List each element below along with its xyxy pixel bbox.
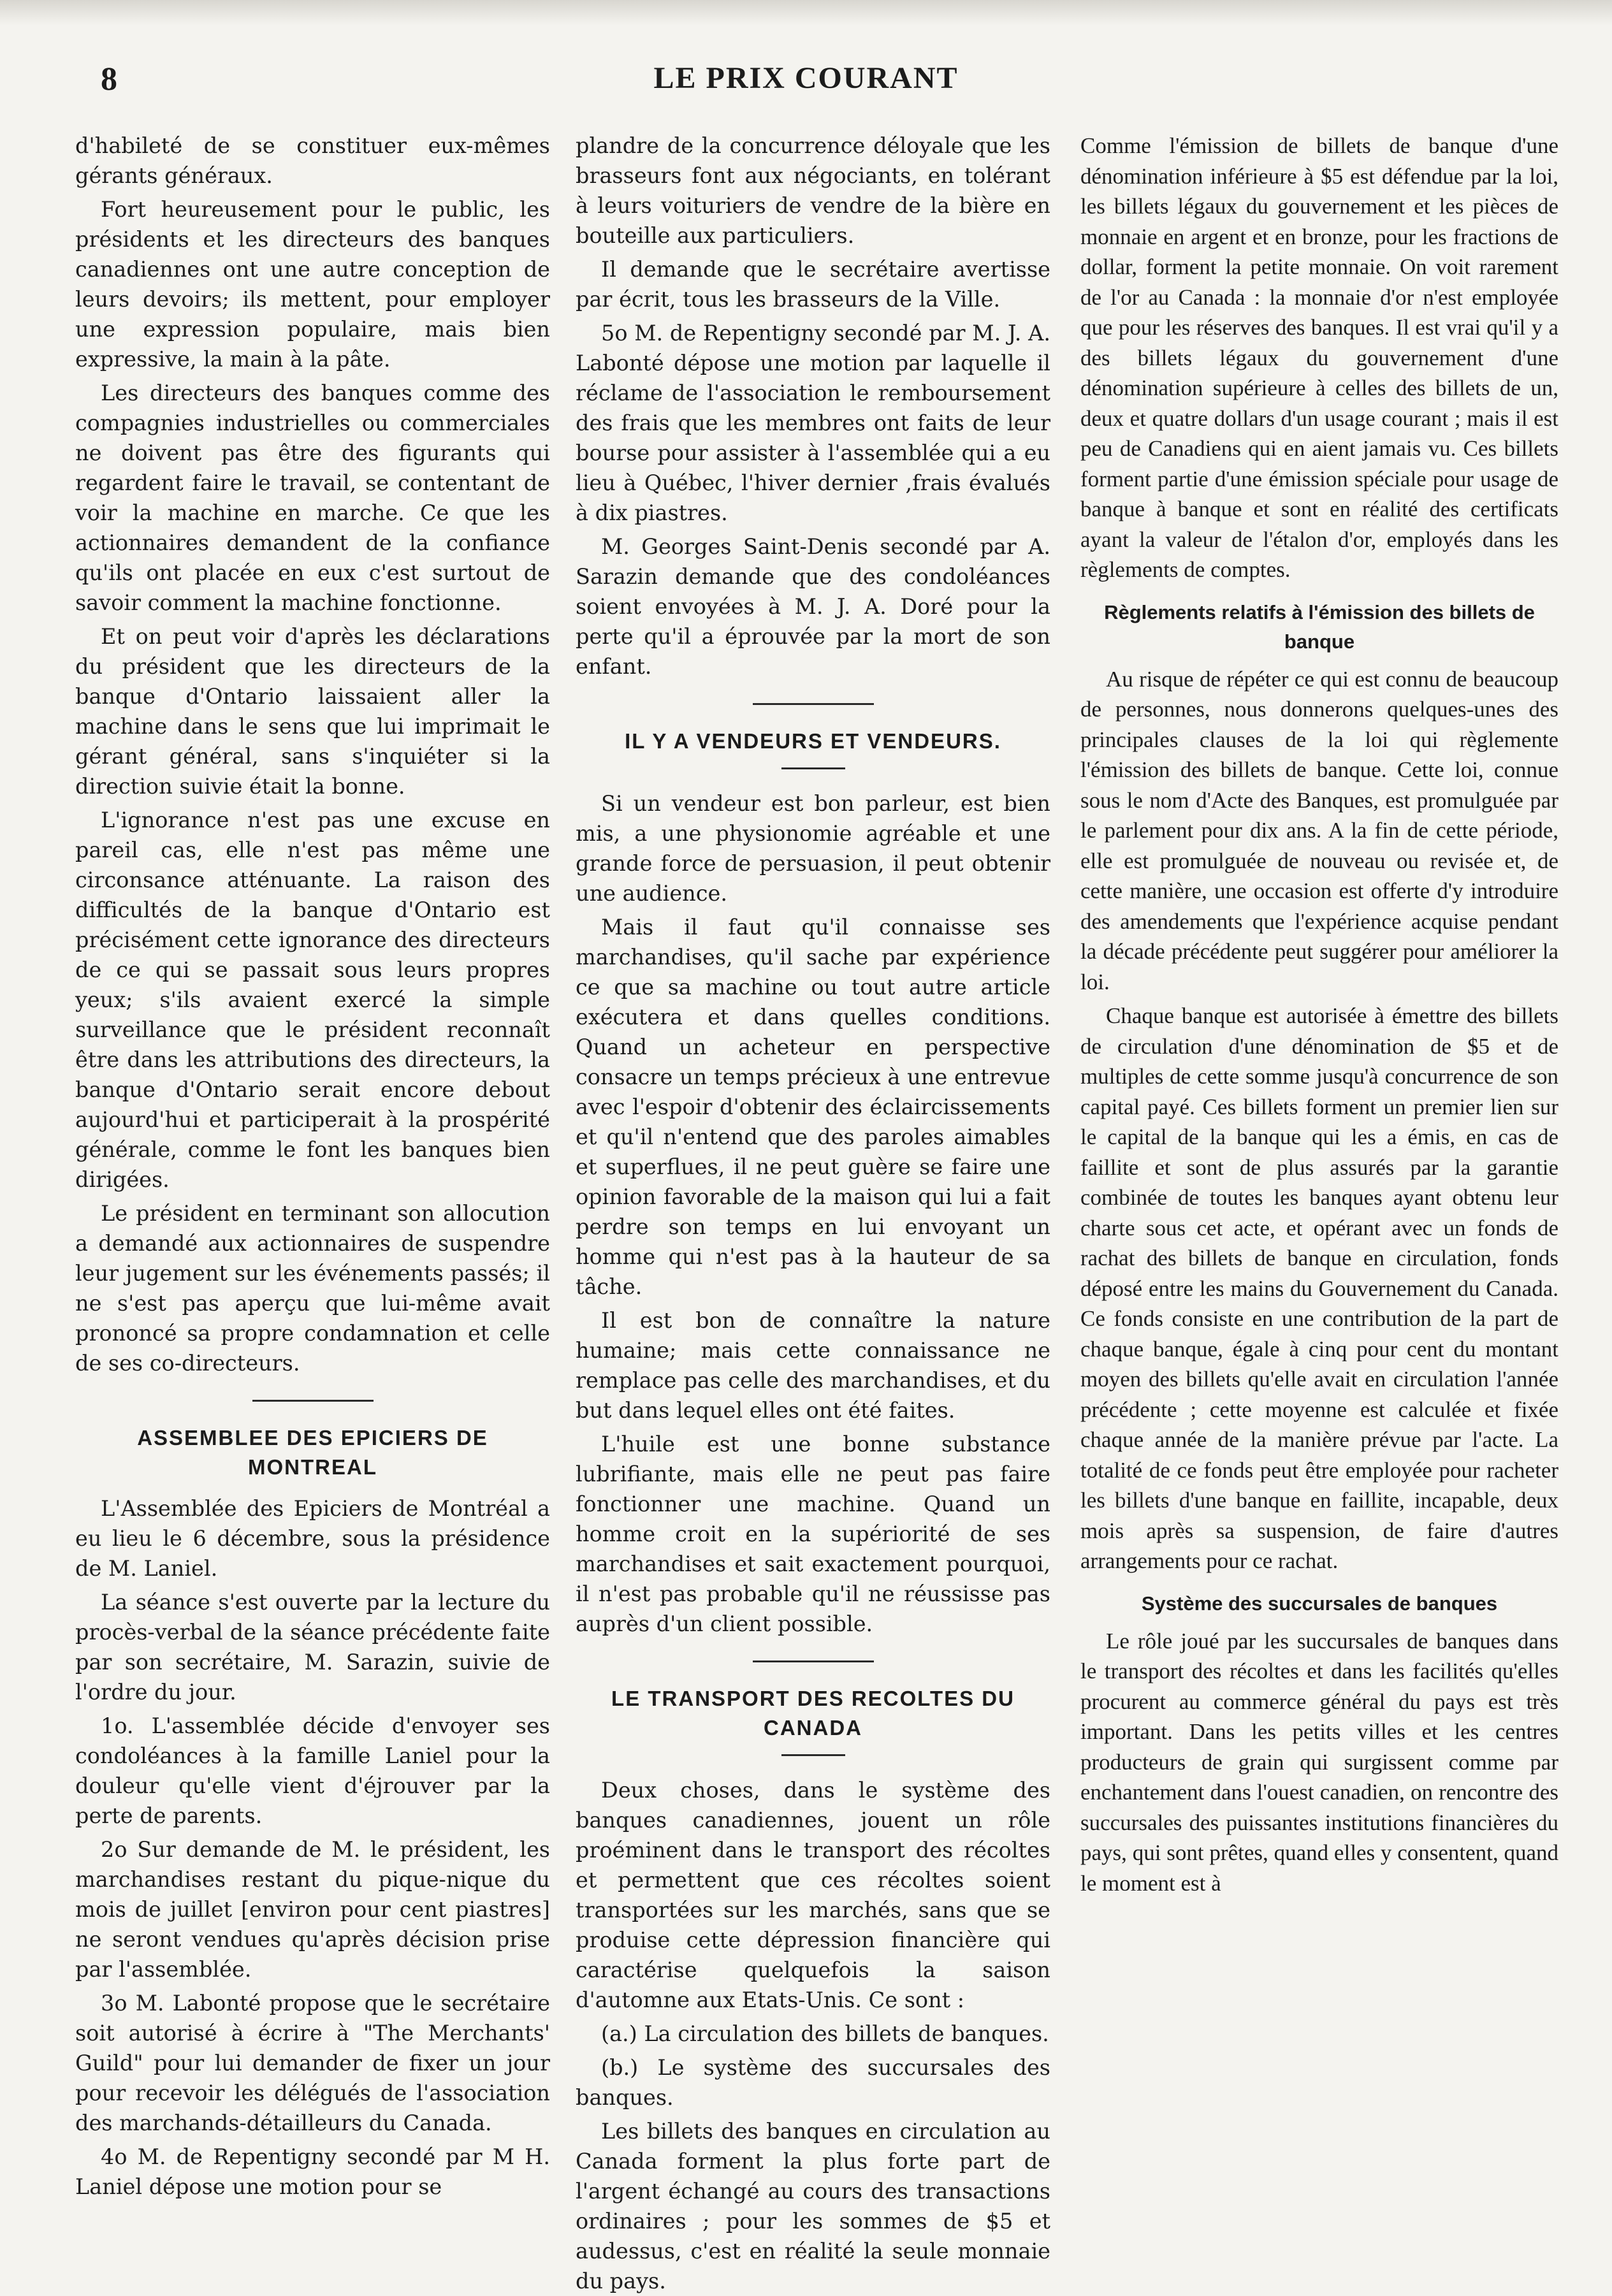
- section-title: ASSEMBLEE DES EPICIERS DE MONTREAL: [137, 1426, 488, 1479]
- paragraph: La séance s'est ouverte par la lecture du procès-verbal de la séance précédente faite par son secrétaire, M. Sarazin, suivie de l'ordre du jour.: [75, 1590, 550, 1704]
- paragraph: L'huile est une bonne substance lubrifiante, mais elle ne peut pas faire fonctionner une machine. Quand un homme croit en la supériorité de ses marchandises et sait exactement pourquoi, il n'est pas probable qu'il ne réussisse pas auprès d'un client possible.: [576, 1432, 1050, 1636]
- column-3: [1080, 131, 1558, 2247]
- paragraph: Deux choses, dans le système des banques canadiennes, jouent un rôle proéminent dans le transport des récoltes et permettent que ces récoltes soient transportées sur les marchés, sans que se produise cette dépression financière qui caractérise quelquefois la saison d'automne aux Etats-Unis. Ce sont :: [576, 1778, 1050, 2012]
- section-divider: [753, 703, 874, 705]
- paragraph: L'Assemblée des Epiciers de Montréal a eu lieu le 6 décembre, sous la présidence de M. Laniel.: [75, 1496, 550, 1581]
- paragraph: 2o Sur demande de M. le président, les marchandises restant du pique-nique du mois de juillet [environ pour cent piastres] ne seront vendues qu'après décision prise par l'assemblée.: [75, 1837, 550, 1982]
- paragraph: Le président en terminant son allocution a demandé aux actionnaires de suspendre leur jugement sur les événements passés; il ne s'est pas aperçu que lui-même avait prononcé sa propre condamnation et celle de ses co-directeurs.: [75, 1201, 550, 1376]
- paragraph: Chaque banque est autorisée à émettre des billets de circulation d'une dénomination de $5 et de multiples de cette somme jusqu'à concurrence de son capital payé. Ces billets forment un premier lien sur le capital de la banque qui les a émis, en cas de faillite et sont de plus assurés par la garantie combinée de toutes les banques ayant obtenu leur charte sous cet acte, et opérant avec un fonds de rachat des billets de banque en circulation, fonds déposé entre les mains du Gouvernement du Canada. Ce fonds consiste en une contribution de la part de chaque banque, égale à cinq pour cent du montant moyen des billets qu'elle avait en circulation l'année précédente ; cette moyenne est calculée et fixée chaque année de la manière prévue par l'acte. La totalité de ce fonds peut être employée pour racheter les billets d'une banque en faillite, incapable, deux mois après sa suspension, de faire d'autres arrangements pour ce rachat.: [1080, 1003, 1558, 1573]
- paragraph: Comme l'émission de billets de banque d'une dénomination inférieure à $5 est défendue par la loi, les billets légaux du gouvernement et les pièces de monnaie en argent et en bronze, pour les fractions de dollar, forment la petite monnaie. On voit rarement de l'or au Canada : la monnaie d'or n'est employée que pour les réserves des banques. Il est vrai qu'il y a des billets légaux du gouvernement d'une dénomination supérieure à celles des billets de un, deux et quatre dollars d'un usage courant ; mais il est peu de Canadiens qui en aient jamais vu. Ces billets forment partie d'une émission spéciale pour usage de banque à banque et sont en réalité des certificats ayant la valeur de l'étalon d'or, employés dans les règlements de comptes.: [1080, 133, 1558, 582]
- paragraph: Si un vendeur est bon parleur, est bien mis, a une physionomie agréable et une grande force de persuasion, il peut obtenir une audience.: [576, 791, 1050, 906]
- section-title: Système des succursales de banques: [1141, 1592, 1498, 1615]
- publication-title: LE PRIX COURANT: [653, 61, 959, 95]
- title-underline: [781, 1754, 845, 1756]
- section-title: IL Y A VENDEURS ET VENDEURS.: [625, 729, 1001, 753]
- page-number: 8: [101, 61, 117, 98]
- paragraph: Au risque de répéter ce qui est connu de beaucoup de personnes, nous donnerons quelques-unes des principales clauses de la loi qui règlemente l'émission des billets de banque. Cette loi, connue sous le nom d'Acte des Banques, est promulguée par le parlement pour dix ans. A la fin de cette période, elle est promulguée de nouveau ou revisée et, de cette manière, une occasion est offerte d'y introduire des amendements que l'expérience acquise pendant la décade précédente peut suggérer pour améliorer la loi.: [1080, 666, 1558, 994]
- paragraph: Il est bon de connaître la nature humaine; mais cette connaissance ne remplace pas celle des marchandises, et du but dans lequel elles ont été faites.: [576, 1308, 1050, 1423]
- paragraph: plandre de la concurrence déloyale que les brasseurs font aux négociants, en tolérant à leurs voituriers de vendre de la bière en bouteille aux particuliers.: [576, 133, 1050, 248]
- paragraph: (b.) Le système des succursales des banques.: [576, 2055, 1050, 2110]
- scan-edge: [0, 0, 1612, 25]
- section-divider: [252, 1400, 374, 1402]
- section-title: Règlements relatifs à l'émission des billets de banque: [1104, 600, 1535, 653]
- paragraph: Fort heureusement pour le public, les présidents et les directeurs des banques canadiennes ont une autre conception de leurs devoirs; ils mettent, pour employer une expression populaire, mais bien expressive, la main à la pâte.: [75, 197, 550, 372]
- paragraph: Il demande que le secrétaire avertisse par écrit, tous les brasseurs de la Ville.: [576, 257, 1050, 312]
- paragraph: 4o M. de Repentigny secondé par M H. Laniel dépose une motion pour se: [75, 2144, 550, 2199]
- title-underline: [781, 767, 845, 769]
- paragraph: 1o. L'assemblée décide d'envoyer ses condoléances à la famille Laniel pour la douleur qu'elle vient d'éjrouver par la perte de parents.: [75, 1713, 550, 1828]
- paragraph: Mais il faut qu'il connaisse ses marchandises, qu'il sache par expérience ce que sa machine ou tout autre article exécutera et dans quelles conditions. Quand un acheteur en perspective consacre un temps précieux à une entrevue avec l'espoir d'obtenir des éclaircissements et qu'il n'entend que des paroles aimables et superflues, il ne peut guère se faire une opinion favorable de la maison qui lui a fait perdre son temps en lui envoyant un homme qui n'est pas à la hauteur de sa tâche.: [576, 915, 1050, 1299]
- column-2: [576, 131, 1050, 2293]
- column-1: [75, 131, 550, 2247]
- paragraph: Le rôle joué par les succursales de banques dans le transport des récoltes et dans les facilités qu'elles procurent au commerce général du pays est très important. Dans les petits villes et les centres producteurs de grain qui surgissent comme par enchantement dans l'ouest canadien, on rencontre des succursales des puissantes institutions financières du pays, qui sont prêtes, quand elles y consentent, quand le moment est à: [1080, 1628, 1558, 1896]
- paragraph: d'habileté de se constituer eux-mêmes gérants généraux.: [75, 133, 550, 188]
- paragraph: (a.) La circulation des billets de banques.: [601, 2021, 1049, 2046]
- paragraph: 5o M. de Repentigny secondé par M. J. A. Labonté dépose une motion par laquelle il réclame de l'association le remboursement des frais que les membres ont faits de leur bourse pour assister à l'assemblée qui a eu lieu à Québec, l'hiver dernier ,frais évalués à dix piastres.: [576, 321, 1050, 525]
- paragraph: L'ignorance n'est pas une excuse en pareil cas, elle n'est pas même une circonsance atténuante. La raison des difficultés de la banque d'Ontario est précisément cette ignorance des directeurs de ce qui se passait sous leurs propres yeux; s'ils avaient exercé la simple surveillance que le président reconnaît être dans les attributions des directeurs, la banque d'Ontario serait encore debout aujourd'hui et participerait à la prospérité générale, comme le font les banques bien dirigées.: [75, 808, 550, 1192]
- section-divider: [753, 1660, 874, 1662]
- paragraph: Et on peut voir d'après les déclarations du président que les directeurs de la banque d'Ontario laissaient aller la machine dans le sens que lui imprimait le gérant général, sans s'inquiéter si la direction suivie était la bonne.: [75, 624, 550, 799]
- paragraph: 3o M. Labonté propose que le secrétaire soit autorisé à écrire à "The Merchants' Guild" pour lui demander de fixer un jour pour recevoir les délégués de l'association des marchands-détailleurs du Canada.: [75, 1991, 550, 2135]
- section-title: LE TRANSPORT DES RECOLTES DU CANADA: [611, 1687, 1015, 1740]
- page-header: [0, 61, 1612, 112]
- paragraph: Les directeurs des banques comme des compagnies industrielles ou commerciales ne doivent pas être des figurants qui regardent faire le travail, se contentant de voir la machine en marche. Ce que les actionnaires demandent de la confiance qu'ils ont placée en eux c'est surtout de savoir comment la machine fonctionne.: [75, 381, 550, 615]
- paragraph: M. Georges Saint-Denis secondé par A. Sarazin demande que des condoléances soient envoyées à M. J. A. Doré pour la perte qu'il a éprouvée par la mort de son enfant.: [576, 534, 1050, 679]
- paragraph: Les billets des banques en circulation au Canada forment la plus forte part de l'argent échangé au cours des transactions ordinaires ; pour les sommes de $5 et audessus, c'est en réalité la seule monnaie du pays.: [576, 2119, 1050, 2293]
